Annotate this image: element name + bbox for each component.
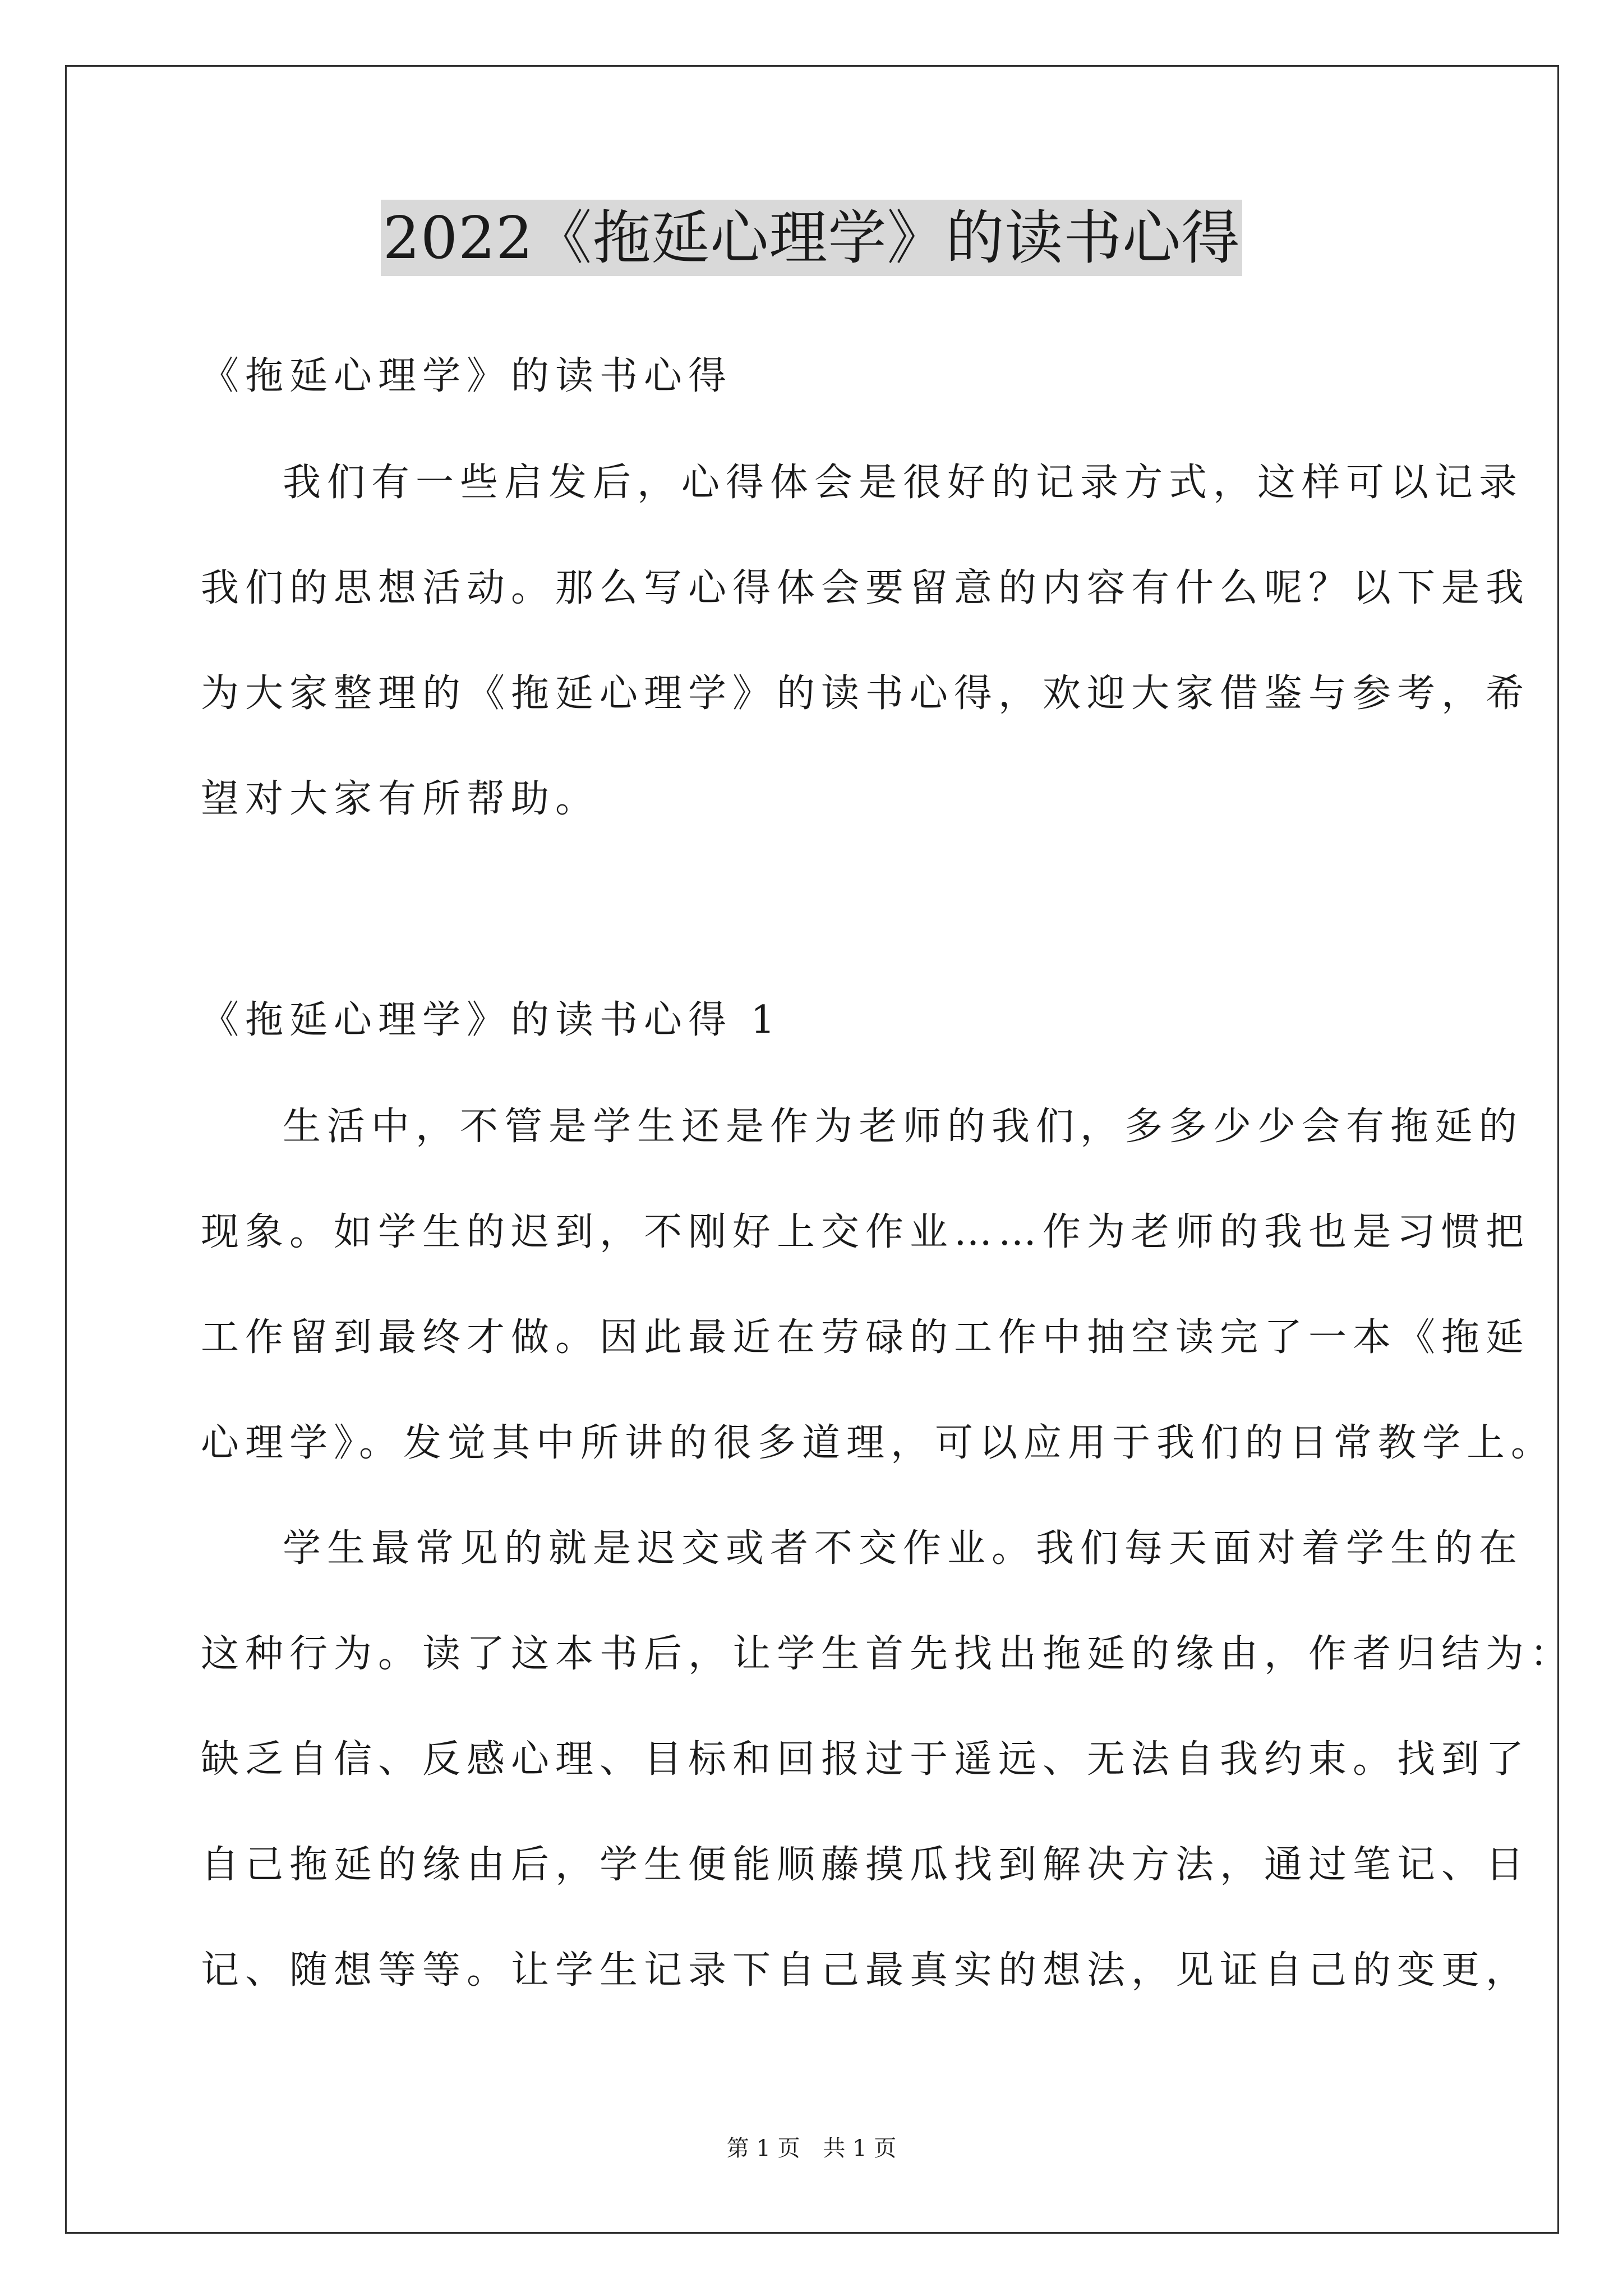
page-number: 第 1 页 bbox=[726, 2136, 800, 2161]
paragraph-line: 现象。如学生的迟到，不刚好上交作业……作为老师的我也是习惯把 bbox=[201, 1210, 1530, 1254]
intro-line: 为大家整理的《拖延心理学》的读书心得，欢迎大家借鉴与参考，希 bbox=[201, 671, 1530, 716]
paragraph-line: 心理学》。发觉其中所讲的很多道理，可以应用于我们的日常教学上。 bbox=[201, 1421, 1556, 1465]
paragraph-line: 学生最常见的就是迟交或者不交作业。我们每天面对着学生的在 bbox=[283, 1526, 1524, 1571]
intro-line: 望对大家有所帮助。 bbox=[201, 777, 600, 821]
title-container bbox=[0, 200, 1623, 276]
document-subtitle: 《拖延心理学》的读书心得 bbox=[201, 354, 733, 398]
paragraph-line: 这种行为。读了这本书后，让学生首先找出拖延的缘由，作者归结为： bbox=[201, 1632, 1575, 1676]
paragraph-line: 缺乏自信、反感心理、目标和回报过于遥远、无法自我约束。找到了 bbox=[201, 1737, 1530, 1782]
paragraph-line: 生活中，不管是学生还是作为老师的我们，多多少少会有拖延的 bbox=[283, 1105, 1524, 1149]
paragraph-line: 自己拖延的缘由后，学生便能顺藤摸瓜找到解决方法，通过笔记、日 bbox=[201, 1843, 1530, 1887]
paragraph-line: 记、随想等等。让学生记录下自己最真实的想法，见证自己的变更， bbox=[201, 1948, 1530, 1993]
page-footer bbox=[0, 2133, 1623, 2164]
section-heading: 《拖延心理学》的读书心得 1 bbox=[201, 998, 781, 1042]
paragraph-line: 工作留到最终才做。因此最近在劳碌的工作中抽空读完了一本《拖延 bbox=[201, 1315, 1530, 1360]
intro-line: 我们有一些启发后，心得体会是很好的记录方式，这样可以记录 bbox=[283, 461, 1524, 505]
page-total: 共 1 页 bbox=[823, 2136, 897, 2161]
document-title: 2022《拖延心理学》的读书心得 bbox=[381, 200, 1243, 276]
intro-line: 我们的思想活动。那么写心得体会要留意的内容有什么呢？以下是我 bbox=[201, 566, 1530, 610]
